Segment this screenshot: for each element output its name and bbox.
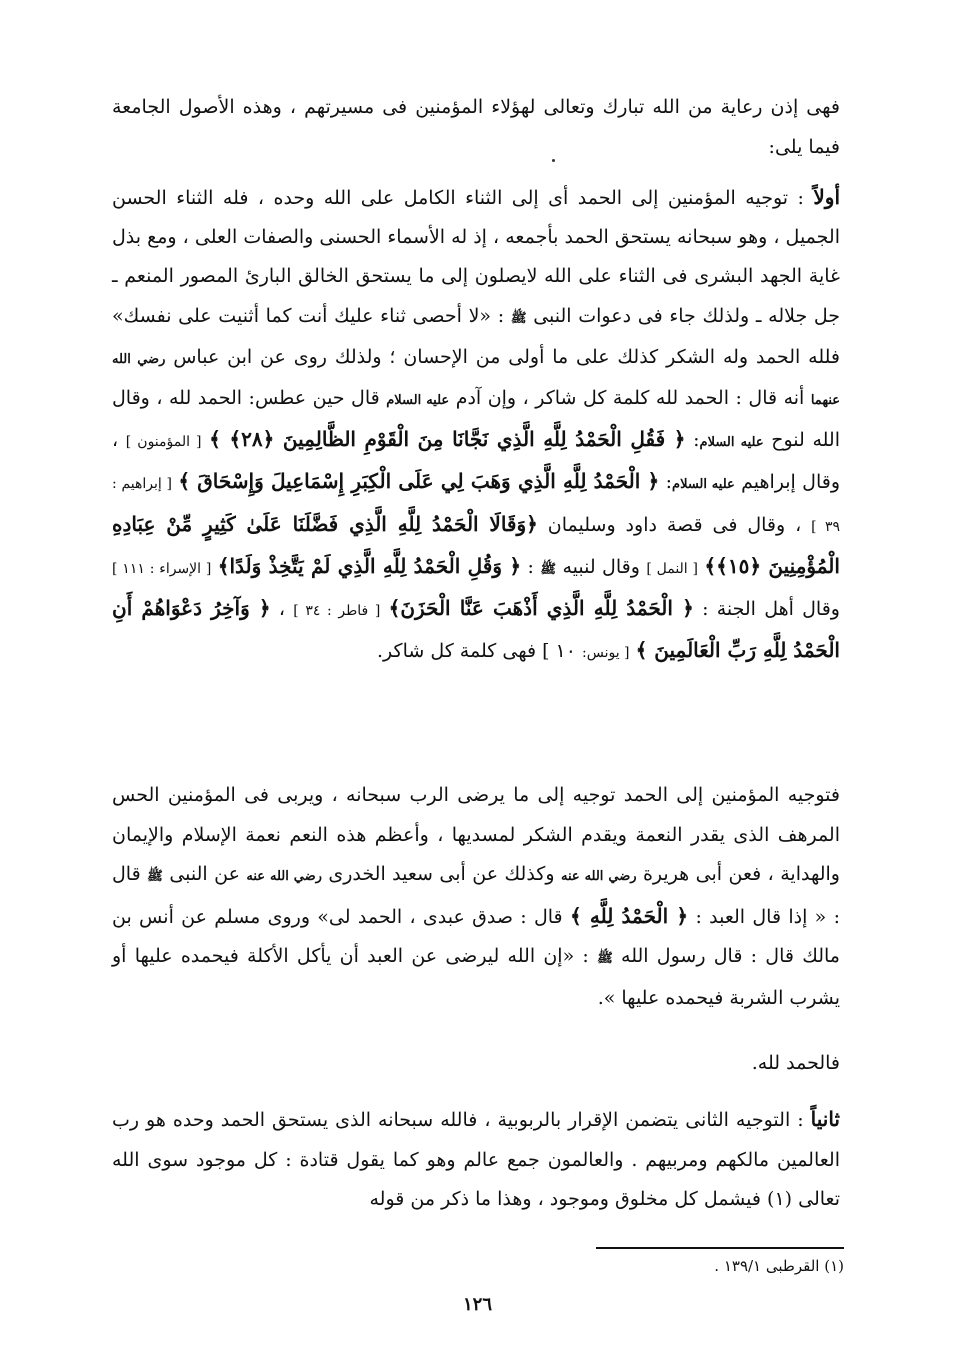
text-segment: وقال لنبيه bbox=[562, 555, 640, 578]
salutation-mark: ﷺ bbox=[510, 310, 527, 326]
text-segment: عن النبى bbox=[169, 863, 240, 886]
text-segment: ، وقال إبراهيم bbox=[112, 429, 840, 494]
quran-verse: ﴿ وَقُلِ الْحَمْدُ لِلَّهِ الَّذِي لَمْ يَتَّخِذْ وَلَدًا﴾ bbox=[217, 553, 522, 578]
salutation-mark: رضي الله عنهما bbox=[112, 351, 840, 409]
quran-verse: ﴿ الْحَمْدُ لِلَّهِ الَّذِي أَذْهَبَ عَنَّا الْحَزَنَ﴾ bbox=[388, 596, 694, 621]
second-heading: ثانياً bbox=[810, 1107, 840, 1131]
text-segment: أنه قال : الحمد لله كلمة كل شاكر ، وإن آدم bbox=[455, 387, 805, 410]
intro-paragraph bbox=[112, 88, 840, 167]
quran-verse: ﴿ وَآخِرُ دَعْوَاهُمْ أَنِ الْحَمْدُ لِلَّهِ رَبِّ الْعَالَمِينَ ﴾ bbox=[112, 596, 840, 663]
verse-reference: [ النمل ] bbox=[646, 560, 698, 577]
first-directive-paragraph bbox=[112, 178, 840, 673]
salutation-mark: عليه السلام bbox=[672, 477, 735, 493]
footnote: (١) القرطبى ١٣٩/١ . bbox=[714, 1257, 844, 1275]
verse-reference: [ إبراهيم : ٣٩ ] bbox=[112, 476, 840, 535]
footnote-marker[interactable]: (١) bbox=[767, 1188, 793, 1211]
text-segment: قال حين عطس: الحمد لله ، وقال الله لنوح bbox=[112, 387, 840, 452]
text-segment: : bbox=[527, 555, 534, 578]
text-segment: وقال أهل الجنة : bbox=[702, 598, 840, 621]
verse-reference: [ فاطر : ٣٤ ] bbox=[293, 603, 381, 620]
text-segment: : «إن الله ليرضى عن العبد أن يأكل الأكلة فيحمده عليها أو يشرب الشربة فيحمده عليها ». bbox=[112, 945, 840, 1009]
salutation-mark: ﷺ bbox=[540, 561, 557, 577]
salutation-mark: عليه السلام bbox=[386, 393, 450, 409]
text-segment: : bbox=[665, 471, 673, 494]
text-segment: ، bbox=[278, 598, 286, 621]
quran-verse: ﴿ فَقُلِ الْحَمْدُ لِلَّهِ الَّذِي نَجَّانَا مِنَ الْقَوْمِ الظَّالِمِينَ ﴿٢٨﴾ ﴾ bbox=[209, 427, 686, 452]
quran-verse: ﴿ الْحَمْدُ لِلَّهِ ﴾ bbox=[569, 903, 689, 928]
page-number: ١٢٦ bbox=[462, 1294, 492, 1315]
second-paragraph bbox=[112, 776, 840, 1019]
intro-text: فهى إذن رعاية من الله تبارك وتعالى لهؤلاء المؤمنين فى مسيرتهم ، وهذه الأصول الجامعة فيما يلى: bbox=[112, 96, 840, 158]
verse-reference: [ الإسراء : ١١١ ] bbox=[112, 560, 212, 577]
text-segment: : «لا أحصى ثناء عليك أنت كما أثنيت على نفسك» فلله الحمد وله الشكر كذلك على ما أولى من الإحسان ؛ ولذلك روى عن ابن عباس bbox=[112, 304, 840, 368]
salutation-mark: رضي الله عنه bbox=[246, 869, 322, 885]
salutation-mark: عليه السلام bbox=[699, 435, 764, 451]
verse-reference: [ المؤمنون ] bbox=[125, 434, 202, 451]
text-segment: فتوجيه المؤمنين إلى الحمد توجيه إلى ما يرضى الرب سبحانه ، ويربى فى المؤمنين الحس المرهف الذى يقدر النعمة ويقدم الشكر لمسديها ، وأعظم هذه النعم نعمة الإسلام والإيمان والهداية ، فعن أبى هريرة bbox=[112, 784, 840, 886]
salutation-mark: ﷺ bbox=[597, 951, 613, 967]
salutation-mark: رضي الله عنه bbox=[560, 869, 637, 885]
first-heading: أولاً bbox=[813, 185, 840, 209]
salutation-mark: ﷺ bbox=[147, 869, 163, 885]
text-segment: : التوجيه الثانى يتضمن الإقرار بالربوبية ، فالله سبحانه الذى يستحق الحمد وحده هو رب العالمين مالكهم ومربيهم . والعالمون جمع عالم وهو كما يقول قتادة : كل موجود سوى الله تعالى bbox=[112, 1109, 840, 1211]
text-segment: فيشمل كل مخلوق وموجود ، وهذا ما ذكر من قوله bbox=[369, 1188, 761, 1211]
text-segment: ١٠ ] فهى كلمة كل شاكر. bbox=[377, 640, 576, 663]
closing-line bbox=[112, 1044, 840, 1084]
verse-reference: [ يونس: bbox=[582, 645, 630, 662]
footnote-divider bbox=[596, 1247, 844, 1249]
text-segment: : توجيه المؤمنين إلى الحمد أى إلى الثناء الكامل على الله وحده ، فله الثناء الحسن الجميل ، وهو سبحانه يستحق الحمد بأجمعه ، إذ له الأسماء الحسنى والصفات العلى ، ومع بذل غاية الجهد البشرى فى الثناء على الله لايصلون إلى ما يستحق الخالق البارئ المصور المنعم ـ جل جلاله ـ ولذلك جاء فى دعوات النبى bbox=[112, 187, 841, 327]
quran-verse: ﴿وَقَالَا الْحَمْدُ لِلَّهِ الَّذِي فَضَّلَنَا عَلَىٰ كَثِيرٍ مِّنْ عِبَادِهِ الْمُؤْمِنِينَ ﴿١٥﴾﴾ bbox=[112, 511, 840, 578]
text-segment: : bbox=[693, 429, 700, 452]
second-directive-paragraph bbox=[112, 1100, 840, 1220]
quran-verse: ﴿ الْحَمْدُ لِلَّهِ الَّذِي وَهَبَ لِي عَلَى الْكِبَرِ إِسْمَاعِيلَ وَإِسْحَاقَ ﴾ bbox=[178, 469, 660, 494]
text-segment: قال : « إذا قال العبد : bbox=[112, 863, 841, 928]
text-segment: قال : صدق عبدى ، الحمد لى» وروى مسلم عن أنس بن مالك قال : قال رسول الله bbox=[112, 905, 840, 968]
closing-text: فالحمد لله. bbox=[751, 1052, 840, 1074]
scan-speck bbox=[552, 159, 555, 162]
text-segment: ، وقال فى قصة داود وسليمان bbox=[547, 513, 802, 536]
text-segment: وكذلك عن أبى سعيد الخدرى bbox=[328, 863, 555, 886]
